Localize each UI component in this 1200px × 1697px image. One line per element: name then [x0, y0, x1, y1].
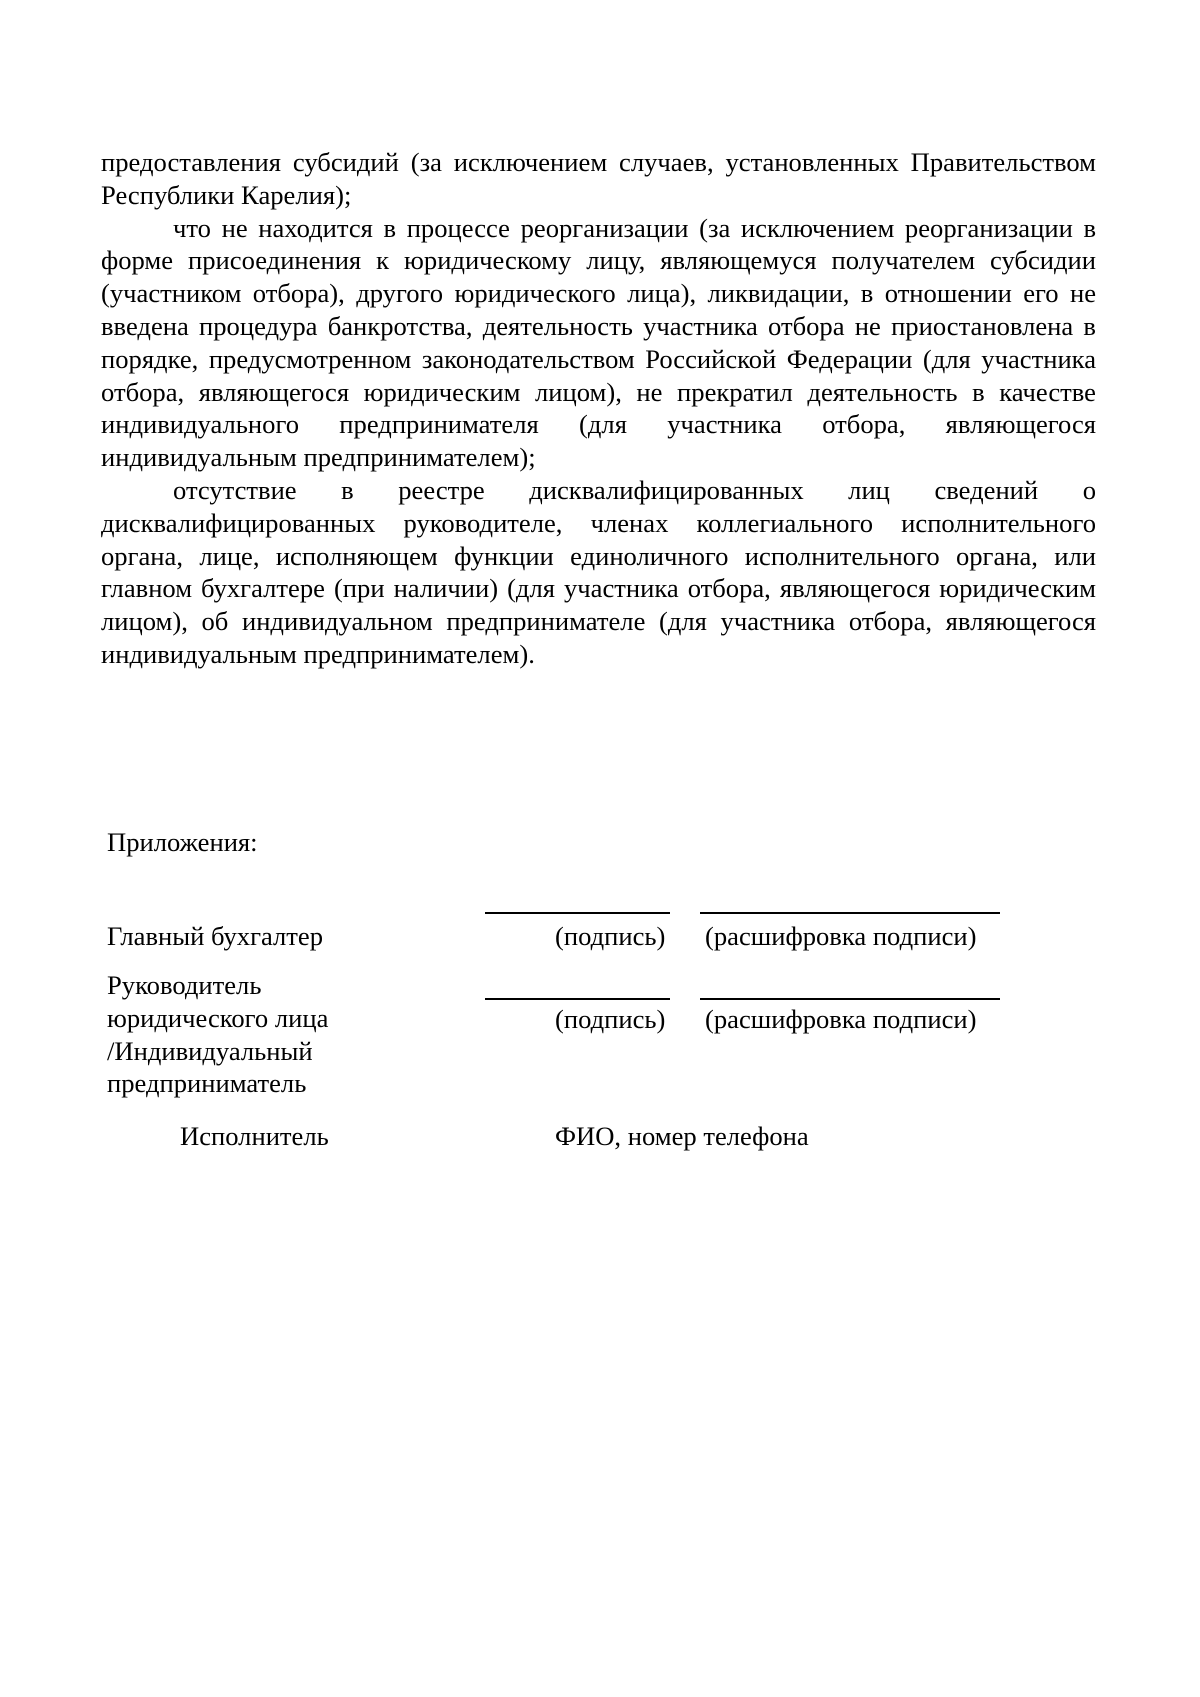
chief-accountant-signature-line — [485, 912, 670, 914]
head-decryption-line — [700, 998, 1000, 1000]
chief-accountant-signature-caption: (подпись) — [555, 921, 666, 951]
head-label-line: Руководитель — [107, 970, 262, 1000]
head-label — [107, 969, 328, 1100]
head-label-line: предприниматель — [107, 1068, 307, 1099]
chief-accountant-label: Главный бухгалтер — [107, 921, 324, 951]
head-decryption-caption: (расшифровка подписи) — [705, 1004, 977, 1034]
executor-value: ФИО, номер телефона — [555, 1121, 809, 1151]
executor-label: Исполнитель — [180, 1121, 329, 1151]
head-label-line: /Индивидуальный — [107, 1035, 313, 1066]
head-label-line: юридического лица — [107, 1002, 329, 1033]
paragraph-subsidies: предоставления субсидий (за исключением случаев, установленных Правительством Республики Карелия); — [101, 147, 1096, 210]
attachments-label: Приложения: — [107, 827, 258, 857]
chief-accountant-decryption-caption: (расшифровка подписи) — [705, 921, 977, 951]
document-body — [101, 146, 1096, 671]
paragraph-reorganization: что не находится в процессе реорганизации (за исключением реорганизации в форме присоединения к юридическому лицу, являющемуся получателем субсидии (участником отбора), другого юридического лица), ликвидации, в отношении его не введена процедура банкротства, деятельность участника отбора не приостановлена в порядке, предусмотренном законодательством Российской Федерации (для участника отбора, являющегося юридическим лицом), не прекратил деятельность в качестве индивидуального предпринимателя (для участника отбора, являющегося индивидуальным предпринимателем); — [101, 212, 1096, 473]
head-signature-caption: (подпись) — [555, 1004, 666, 1034]
chief-accountant-decryption-line — [700, 912, 1000, 914]
paragraph-disqualified: отсутствие в реестре дисквалифицированных лиц сведений о дисквалифицированных руководителе, членах коллегиального исполнительного органа, лице, исполняющем функции единоличного исполнительного органа, или главном бухгалтере (при наличии) (для участника отбора, являющегося юридическим лицом), об индивидуальном предпринимателе (для участника отбора, являющегося индивидуальным предпринимателем). — [101, 474, 1096, 669]
head-signature-line — [485, 998, 670, 1000]
